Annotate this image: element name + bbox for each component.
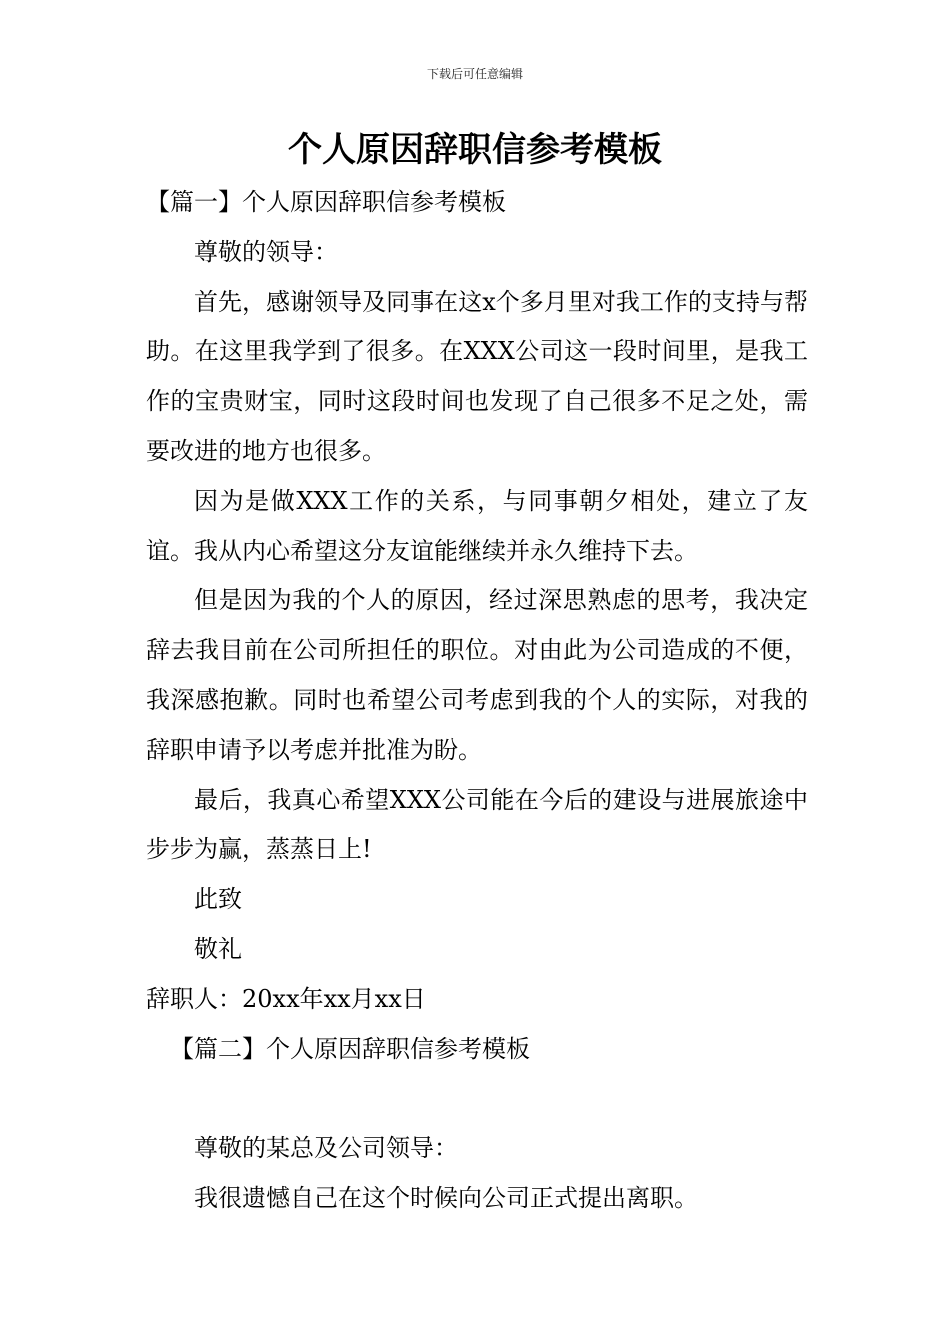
salutation: 尊敬的领导： — [194, 237, 338, 266]
paragraph: 因为是做XXX工作的关系，与同事朝夕相处，建立了友谊。我从内心希望这分友谊能继续并永久维持下去。 — [146, 486, 808, 565]
blank-line — [146, 1074, 808, 1124]
paragraph: 但是因为我的个人的原因，经过深思熟虑的思考，我决定辞去我目前在公司所担任的职位。对由此为公司造成的不便，我深感抱歉。同时也希望公司考虑到我的个人的实际，对我的辞职申请予以考虑并批准为盼。 — [146, 586, 808, 764]
document-title: 个人原因辞职信参考模板 — [288, 130, 662, 170]
salutation: 尊敬的某总及公司领导： — [194, 1134, 458, 1163]
signature-line: 辞职人：20xx年xx月xx日 — [146, 984, 426, 1013]
closing-line: 敬礼 — [194, 934, 242, 963]
closing-line: 此致 — [194, 885, 242, 914]
section-1-heading: 【篇一】个人原因辞职信参考模板 — [146, 188, 506, 216]
paragraph: 首先，感谢领导及同事在这x个多月里对我工作的支持与帮助。在这里我学到了很多。在XXX公司这一段时间里，是我工作的宝贵财宝，同时这段时间也发现了自己很多不足之处，需要改进的地方也很多。 — [146, 287, 808, 465]
document-body — [146, 178, 808, 1224]
section-2-heading: 【篇二】个人原因辞职信参考模板 — [170, 1034, 530, 1063]
paragraph: 我很遗憾自己在这个时候向公司正式提出离职。 — [194, 1183, 698, 1212]
header-note: 下载后可任意编辑 — [426, 67, 523, 81]
paragraph: 最后，我真心希望XXX公司能在今后的建设与进展旅途中步步为赢，蒸蒸日上! — [146, 785, 808, 864]
